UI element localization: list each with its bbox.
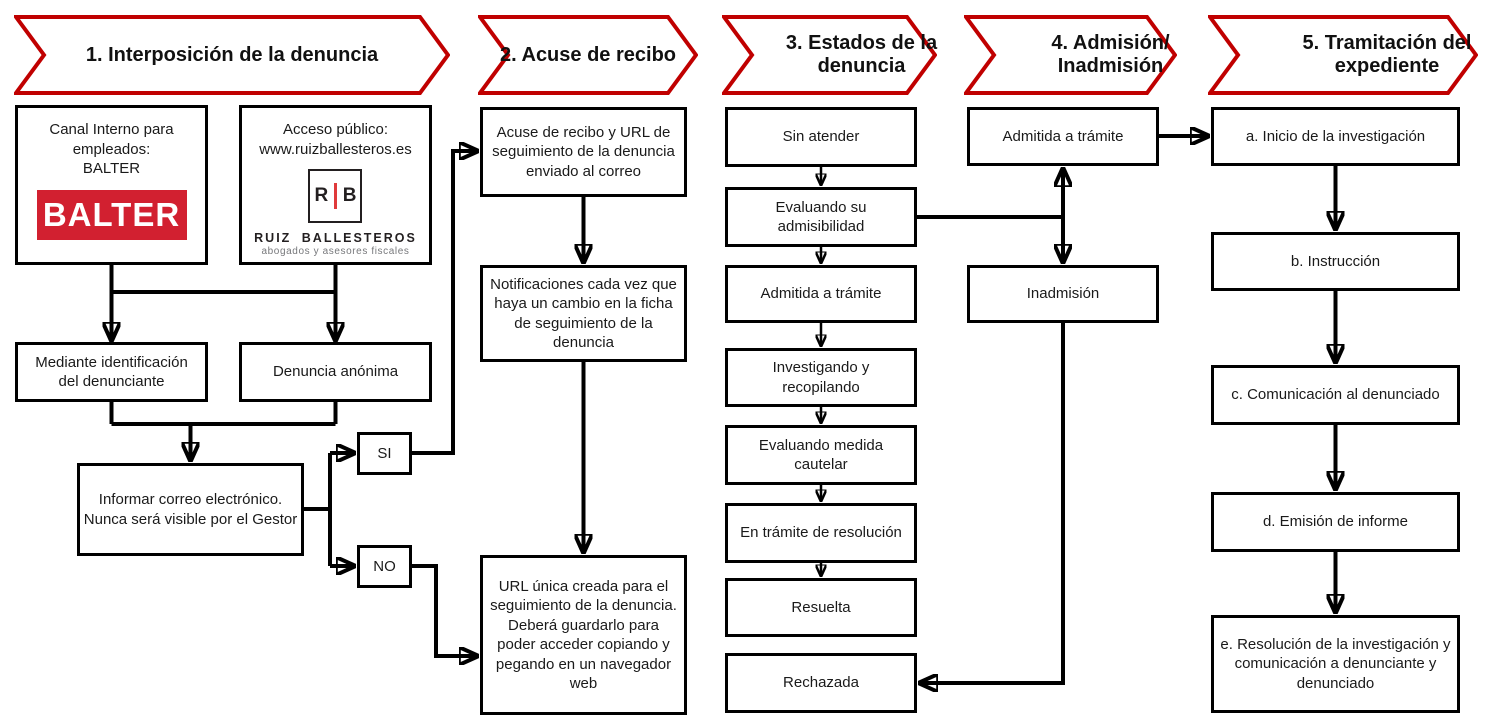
public-access-label: Acceso público: www.ruizballesteros.es xyxy=(259,121,412,158)
step-a-label: a. Inicio de la investigación xyxy=(1245,127,1426,145)
rb-tagline: abogados y asesores fiscales xyxy=(261,246,410,257)
step-c-box xyxy=(1211,365,1460,425)
notifications-label: Notificaciones cada vez que haya un cambio en la ficha de seguimiento de la denuncia xyxy=(490,275,677,351)
admitted-box xyxy=(967,107,1159,166)
banner-phase-4 xyxy=(964,15,1177,95)
banner-phase-1-label: 1. Interposición de la denuncia xyxy=(85,43,379,66)
admitted-label: Admitida a trámite xyxy=(1002,127,1124,145)
yes-label: SI xyxy=(377,444,392,462)
banner-phase-4-label: 4. Admisión/ Inadmisión xyxy=(1051,32,1170,77)
step-d-box xyxy=(1211,492,1460,552)
internal-channel-box xyxy=(15,105,208,265)
rb-letter-b: B xyxy=(342,185,357,206)
status-evaluando-admisibilidad-box xyxy=(725,187,917,247)
step-c-label: c. Comunicación al denunciado xyxy=(1231,386,1440,404)
rb-firm-name: RUIZ BALLESTEROS xyxy=(254,231,417,245)
acknowledgment-label: Acuse de recibo y URL de seguimiento de la denuncia enviado al correo xyxy=(492,123,675,180)
public-access-box xyxy=(239,105,432,265)
rb-letter-r: R xyxy=(314,185,329,206)
banner-phase-2-label: 2. Acuse de recibo xyxy=(500,43,676,66)
step-b-label: b. Instrucción xyxy=(1290,252,1381,270)
step-e-box xyxy=(1211,615,1460,713)
step-b-box xyxy=(1211,232,1460,291)
rb-monogram xyxy=(308,169,362,223)
status-resuelta-label: Resuelta xyxy=(791,598,851,616)
banner-phase-3 xyxy=(722,15,937,95)
step-e-label: e. Resolución de la investigación y comunicación a denunciante y denunciado xyxy=(1220,635,1451,692)
inadmission-box xyxy=(967,265,1159,323)
balter-logo-text: BALTER xyxy=(42,195,181,233)
identified-complaint-label: Mediante identificación del denunciante xyxy=(35,353,188,390)
banner-phase-1 xyxy=(14,15,450,95)
email-info-label: Informar correo electrónico. Nunca será visible por el Gestor xyxy=(83,491,298,528)
anonymous-complaint-box xyxy=(239,342,432,402)
step-d-label: d. Emisión de informe xyxy=(1262,513,1409,531)
unique-url-label: URL única creada para el seguimiento de la denuncia. Deberá guardarlo para poder acceder copiando y pegando en un navegador web xyxy=(490,577,677,692)
status-admitida-box xyxy=(725,265,917,323)
status-investigando-label: Investigando y recopilando xyxy=(772,359,870,396)
no-label: NO xyxy=(373,557,396,575)
identified-complaint-box xyxy=(15,342,208,402)
ruiz-ballesteros-logo xyxy=(254,169,417,257)
status-rechazada-label: Rechazada xyxy=(783,674,859,692)
status-en-tramite-box xyxy=(725,503,917,563)
balter-logo xyxy=(37,190,187,240)
acknowledgment-box xyxy=(480,107,687,197)
banner-phase-3-label: 3. Estados de la denuncia xyxy=(785,32,938,77)
status-medida-cautelar-box xyxy=(725,425,917,485)
status-evaluando-admisibilidad-label: Evaluando su admisibilidad xyxy=(775,198,867,235)
status-admitida-label: Admitida a trámite xyxy=(760,285,882,303)
status-sin-atender-label: Sin atender xyxy=(782,128,860,146)
status-investigando-box xyxy=(725,348,917,407)
status-rechazada-box xyxy=(725,653,917,713)
banner-phase-5 xyxy=(1208,15,1478,95)
rb-red-bar xyxy=(334,183,337,209)
unique-url-box xyxy=(480,555,687,715)
anonymous-complaint-label: Denuncia anónima xyxy=(272,363,399,381)
status-sin-atender-box xyxy=(725,107,917,167)
step-a-box xyxy=(1211,107,1460,166)
inadmission-label: Inadmisión xyxy=(1026,285,1100,303)
yes-box xyxy=(357,432,412,475)
status-en-tramite-label: En trámite de resolución xyxy=(740,524,902,542)
banner-phase-2 xyxy=(478,15,698,95)
internal-channel-label: Canal Interno para empleados: BALTER xyxy=(49,121,174,177)
no-box xyxy=(357,545,412,588)
status-resuelta-box xyxy=(725,578,917,637)
email-info-box xyxy=(77,463,304,556)
banner-phase-5-label: 5. Tramitación del expediente xyxy=(1302,32,1472,77)
notifications-box xyxy=(480,265,687,362)
status-medida-cautelar-label: Evaluando medida cautelar xyxy=(758,436,884,473)
